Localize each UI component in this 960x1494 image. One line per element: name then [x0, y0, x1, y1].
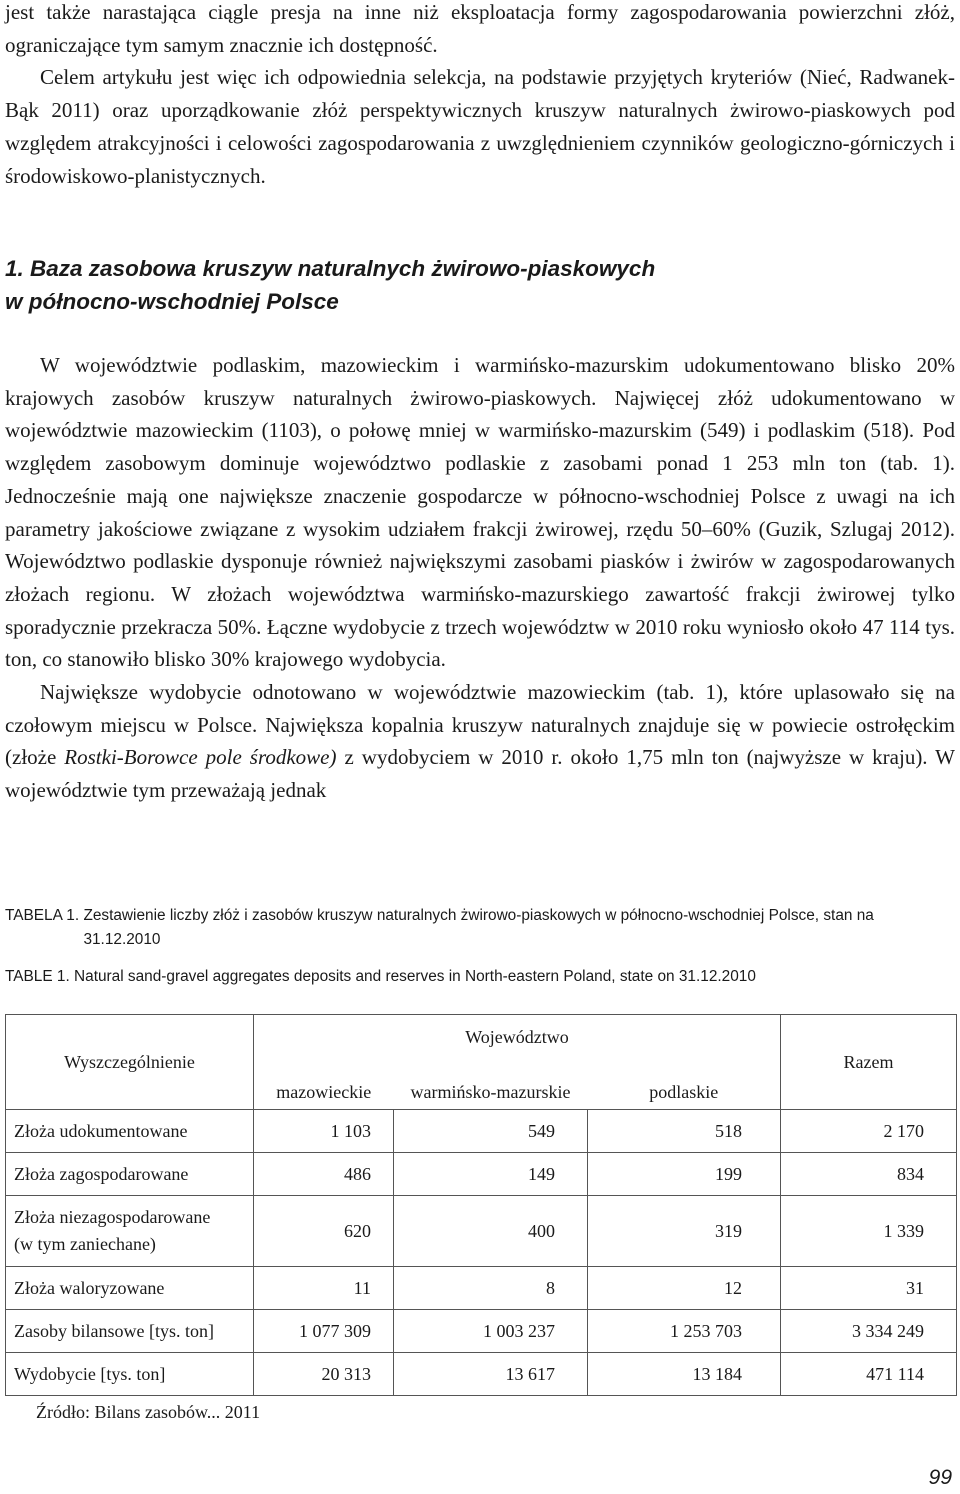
- header-voivodeship: Województwo: [254, 1015, 781, 1060]
- row-label: Złoża zagospodarowane: [6, 1153, 254, 1196]
- intro-paragraph-continuation: jest także narastająca ciągle presja na inne niż eksploatacja formy zagospodarowania powierzchni złóż, ograniczające tym samym znacznie ich dostępność.: [5, 0, 955, 57]
- section-heading: [5, 252, 955, 318]
- row-label: Złoża udokumentowane: [6, 1110, 254, 1153]
- table-header-row-1: [6, 1015, 957, 1060]
- section-heading-line1: 1. Baza zasobowa kruszyw naturalnych żwirowo-piaskowych: [5, 256, 656, 281]
- cell-mazowieckie: 486: [254, 1153, 394, 1196]
- paragraph-2-start: Największe wydobycie odnotowano w województwie mazowieckim (tab. 1), które uplasowało się na czołowym miejscu w Polsce. Największa kopalnia kruszyw naturalnych znajduje się w powiecie ostrołęckim (złoże: [5, 680, 955, 770]
- caption-text-pl: Zestawienie liczby złóż i zasobów kruszyw naturalnych żwirowo-piaskowych w północno-wschodniej Polsce, stan na 31.12.2010: [83, 907, 874, 948]
- table-row: [6, 1310, 957, 1353]
- cell-podlaskie: 319: [588, 1196, 781, 1267]
- cell-total: 834: [781, 1153, 957, 1196]
- cell-mazowieckie: 620: [254, 1196, 394, 1267]
- table-row: [6, 1153, 957, 1196]
- page-number: 99: [928, 1466, 952, 1489]
- cell-podlaskie: 12: [588, 1267, 781, 1310]
- caption-label-en: TABLE 1.: [5, 968, 70, 985]
- cell-total: 2 170: [781, 1110, 957, 1153]
- cell-warminsko-mazurskie: 8: [394, 1267, 588, 1310]
- header-total: Razem: [781, 1015, 957, 1110]
- header-podlaskie: podlaskie: [588, 1059, 781, 1110]
- header-warminsko-mazurskie: warmińsko-mazurskie: [394, 1059, 588, 1110]
- cell-total: 471 114: [781, 1353, 957, 1396]
- deposit-name: Rostki-Borowce pole środkowe): [64, 745, 337, 770]
- table-caption-english: [5, 965, 955, 989]
- cell-podlaskie: 518: [588, 1110, 781, 1153]
- row-label: [6, 1196, 254, 1267]
- header-item: Wyszczególnienie: [6, 1015, 254, 1110]
- cell-mazowieckie: 1 077 309: [254, 1310, 394, 1353]
- cell-warminsko-mazurskie: 13 617: [394, 1353, 588, 1396]
- row-label: Złoża waloryzowane: [6, 1267, 254, 1310]
- cell-warminsko-mazurskie: 149: [394, 1153, 588, 1196]
- section-heading-line2: w północno-wschodniej Polsce: [5, 289, 339, 314]
- cell-mazowieckie: 1 103: [254, 1110, 394, 1153]
- cell-podlaskie: 1 253 703: [588, 1310, 781, 1353]
- table-row: [6, 1267, 957, 1310]
- table-caption-polish: [5, 904, 955, 952]
- row-label: Zasoby bilansowe [tys. ton]: [6, 1310, 254, 1353]
- table-row: [6, 1196, 957, 1267]
- caption-label-pl: TABELA 1.: [5, 907, 80, 924]
- header-mazowieckie: mazowieckie: [254, 1059, 394, 1110]
- row-label: Wydobycie [tys. ton]: [6, 1353, 254, 1396]
- row-label-line1: Złoża niezagospodarowane: [14, 1207, 211, 1227]
- deposits-table: [5, 1014, 957, 1396]
- cell-mazowieckie: 11: [254, 1267, 394, 1310]
- cell-mazowieckie: 20 313: [254, 1353, 394, 1396]
- cell-total: 3 334 249: [781, 1310, 957, 1353]
- table-row: [6, 1353, 957, 1396]
- cell-warminsko-mazurskie: 1 003 237: [394, 1310, 588, 1353]
- section-text: [5, 349, 955, 807]
- paragraph-2-end: z wydobyciem w 2010 r. około 1,75 mln ton (najwyższe w kraju). W województwie tym przeważają jednak: [5, 745, 955, 803]
- row-label-line2: (w tym zaniechane): [14, 1234, 156, 1254]
- cell-total: 31: [781, 1267, 957, 1310]
- section-paragraph-2: [5, 676, 955, 807]
- cell-podlaskie: 13 184: [588, 1353, 781, 1396]
- cell-warminsko-mazurskie: 549: [394, 1110, 588, 1153]
- section-paragraph-1: W województwie podlaskim, mazowieckim i warmińsko-mazurskim udokumentowano blisko 20% krajowych zasobów kruszyw naturalnych żwirowo-piaskowych. Najwięcej złóż udokumentowano w województwie mazowieckim (1103), o połowę mniej w warmińsko-mazurskim (549) i podlaskim (518). Pod względem zasobowym dominuje województwo podlaskie z zasobami ponad 1 253 mln ton (tab. 1). Jednocześnie mają one największe znaczenie gospodarcze w północno-wschodniej Polsce z uwagi na ich parametry jakościowe związane z wysokim udziałem frakcji żwirowej, rzędu 50–60% (Guzik, Szlugaj 2012). Województwo podlaskie dysponuje również największymi zasobami piasków i żwirów w zagospodarowanych złożach regionu. W złożach województwa warmińsko-mazurskiego zawartość frakcji żwirowej tylko sporadycznie przekracza 50%. Łączne wydobycie z trzech województw w 2010 roku wyniosło około 47 114 tys. ton, co stanowiło blisko 30% krajowego wydobycia.: [5, 353, 955, 672]
- cell-podlaskie: 199: [588, 1153, 781, 1196]
- caption-text-en: Natural sand-gravel aggregates deposits and reserves in North-eastern Poland, state on 31.12.2010: [74, 968, 756, 985]
- cell-total: 1 339: [781, 1196, 957, 1267]
- intro-paragraph-goal: Celem artykułu jest więc ich odpowiednia selekcja, na podstawie przyjętych kryteriów (Nieć, Radwanek-Bąk 2011) oraz uporządkowanie złóż perspektywicznych kruszyw naturalnych żwirowo-piaskowych pod względem atrakcyjności i celowości zagospodarowania z uwzględnieniem czynników geologiczno-górniczych i środowiskowo-planistycznych.: [5, 65, 955, 188]
- intro-text: [5, 0, 955, 192]
- table-row: [6, 1110, 957, 1153]
- table-source: Źródło: Bilans zasobów... 2011: [36, 1402, 261, 1422]
- cell-warminsko-mazurskie: 400: [394, 1196, 588, 1267]
